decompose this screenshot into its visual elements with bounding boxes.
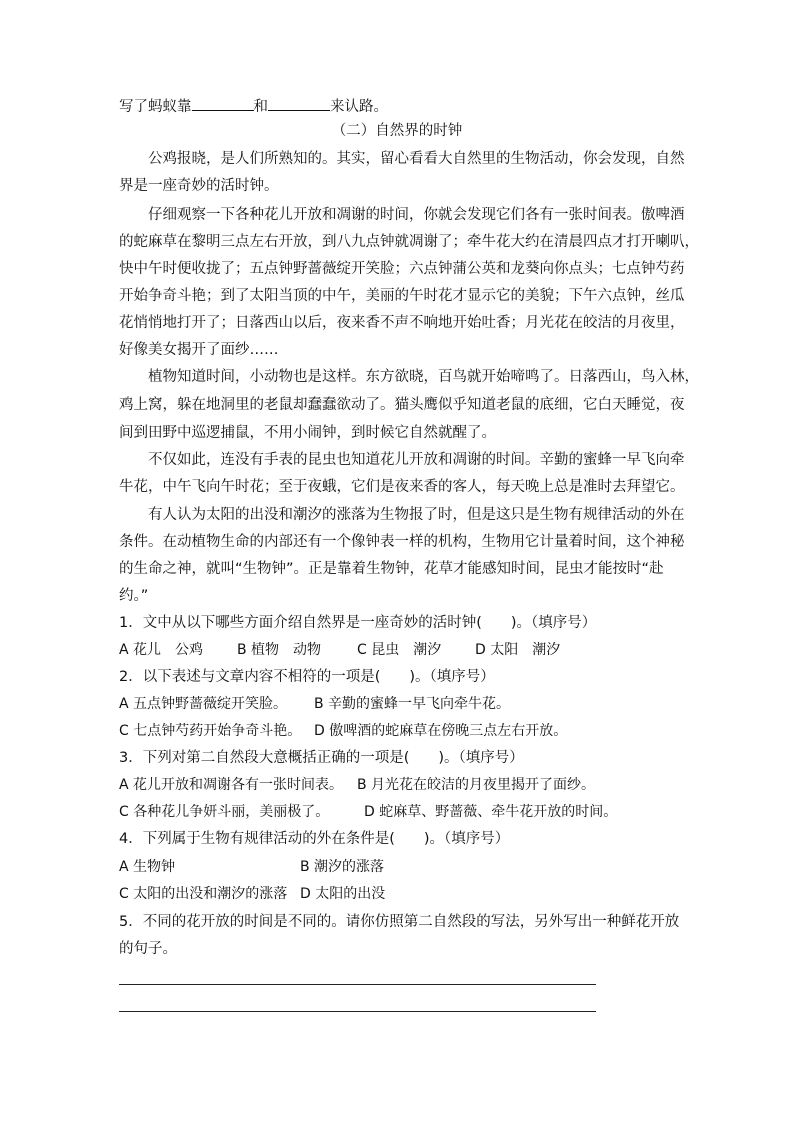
passage-line: 植物知道时间，小动物也是这样。东方欲晓，百鸟就开始啼鸣了。日落西山，鸟入林， bbox=[148, 369, 699, 385]
passage-line: 公鸡报晓，是人们所熟知的。其实，留心看看大自然里的生物活动，你会发现，自然 bbox=[148, 151, 685, 167]
passage-line: 好像美女揭开了面纱…… bbox=[119, 342, 279, 358]
question-4-option-b: B 潮汐的涨落 bbox=[300, 859, 385, 875]
section-title: （二）自然界的时钟 bbox=[331, 123, 463, 139]
passage-line: 约。” bbox=[119, 588, 149, 604]
question-1-option-b: B 植物 动物 bbox=[237, 642, 322, 658]
passage-line: 快中午时便收拢了；五点钟野蔷薇绽开笑脸；六点钟蒲公英和龙葵向你点头；七点钟芍药 bbox=[119, 261, 685, 277]
question-4-option-d: D 太阳的出没 bbox=[300, 886, 386, 902]
question-2-option-d: D 傲啤酒的蛇麻草在傍晚三点左右开放。 bbox=[314, 723, 568, 739]
question-1-stem: 1．文中从以下哪些方面介绍自然界是一座奇妙的活时钟( )。（填序号） bbox=[119, 615, 597, 631]
question-3-option-c: C 各种花儿争妍斗丽，美丽极了。 bbox=[119, 804, 330, 820]
question-5-stem-line-2: 的句子。 bbox=[119, 941, 177, 957]
intro-line bbox=[119, 96, 388, 116]
passage-line: 花悄悄地打开了；日落西山以后，夜来香不声不响地开始吐香；月光花在皎洁的月夜里， bbox=[119, 315, 685, 331]
passage-line: 开始争奇斗艳；到了太阳当顶的中午，美丽的午时花才显示它的美貌；下午六点钟，丝瓜 bbox=[119, 288, 685, 304]
passage-line: 间到田野中巡逻捕鼠，不用小闹钟，到时候它自然就醒了。 bbox=[119, 425, 496, 441]
question-3-option-b: B 月光花在皎洁的月夜里揭开了面纱。 bbox=[357, 777, 596, 793]
answer-writing-line[interactable] bbox=[119, 1011, 596, 1012]
passage-line: 的蛇麻草在黎明三点左右开放，到八九点钟就凋谢了；牵牛花大约在清晨四点才打开喇叭， bbox=[119, 234, 699, 250]
answer-blank-2[interactable] bbox=[268, 96, 330, 111]
answer-writing-line[interactable] bbox=[119, 984, 596, 985]
question-1-option-c: C 昆虫 潮汐 bbox=[357, 642, 442, 658]
passage-line: 的生命之神，就叫“生物钟”。正是靠着生物钟，花草才能感知时间，昆虫才能按时“赴 bbox=[119, 561, 664, 577]
intro-text-2: 和 bbox=[253, 99, 268, 115]
question-5-stem-line-1: 5．不同的花开放的时间是不同的。请你仿照第二自然段的写法，另外写出一种鲜花开放 bbox=[119, 914, 680, 930]
passage-line: 不仅如此，连没有手表的昆虫也知道花儿开放和凋谢的时间。辛勤的蜜蜂一早飞向牵 bbox=[148, 452, 685, 468]
passage-line: 条件。在动植物生命的内部还有一个像钟表一样的机构，生物用它计量着时间，这个神秘 bbox=[119, 534, 685, 550]
passage-line: 界是一座奇妙的活时钟。 bbox=[119, 178, 279, 194]
question-2-option-a: A 五点钟野蔷薇绽开笑脸。 bbox=[119, 696, 288, 712]
passage-line: 鸡上窝，躲在地洞里的老鼠却蠢蠢欲动了。猫头鹰似乎知道老鼠的底细，它白天睡觉，夜 bbox=[119, 397, 685, 413]
intro-text-1: 写了蚂蚁靠 bbox=[119, 99, 192, 115]
passage-line: 有人认为太阳的出没和潮汐的涨落为生物报了时，但是这只是生物有规律活动的外在 bbox=[148, 507, 685, 523]
question-4-option-c: C 太阳的出没和潮汐的涨落 bbox=[119, 886, 288, 902]
question-2-option-b: B 辛勤的蜜蜂一早飞向牵牛花。 bbox=[314, 696, 511, 712]
question-2-option-c: C 七点钟芍药开始争奇斗艳。 bbox=[119, 723, 302, 739]
question-3-option-a: A 花儿开放和凋谢各有一张时间表。 bbox=[119, 777, 344, 793]
passage-line: 牛花，中午飞向午时花；至于夜蛾，它们是夜来香的客人，每天晚上总是准时去拜望它。 bbox=[119, 479, 685, 495]
question-4-option-a: A 生物钟 bbox=[119, 859, 176, 875]
passage-line: 仔细观察一下各种花儿开放和凋谢的时间，你就会发现它们各有一张时间表。傲啤酒 bbox=[148, 207, 685, 223]
question-1-option-d: D 太阳 潮汐 bbox=[475, 642, 561, 658]
question-3-stem: 3．下列对第二自然段大意概括正确的一项是( )。（填序号） bbox=[119, 750, 524, 766]
question-3-option-d: D 蛇麻草、野蔷薇、牵牛花开放的时间。 bbox=[364, 804, 618, 820]
question-4-stem: 4．下列属于生物有规律活动的外在条件是( )。（填序号） bbox=[119, 831, 510, 847]
question-2-stem: 2．以下表述与文章内容不相符的一项是( )。（填序号） bbox=[119, 669, 495, 685]
answer-blank-1[interactable] bbox=[192, 96, 254, 111]
intro-text-3: 来认路。 bbox=[330, 99, 388, 115]
question-1-option-a: A 花儿 公鸡 bbox=[119, 642, 204, 658]
